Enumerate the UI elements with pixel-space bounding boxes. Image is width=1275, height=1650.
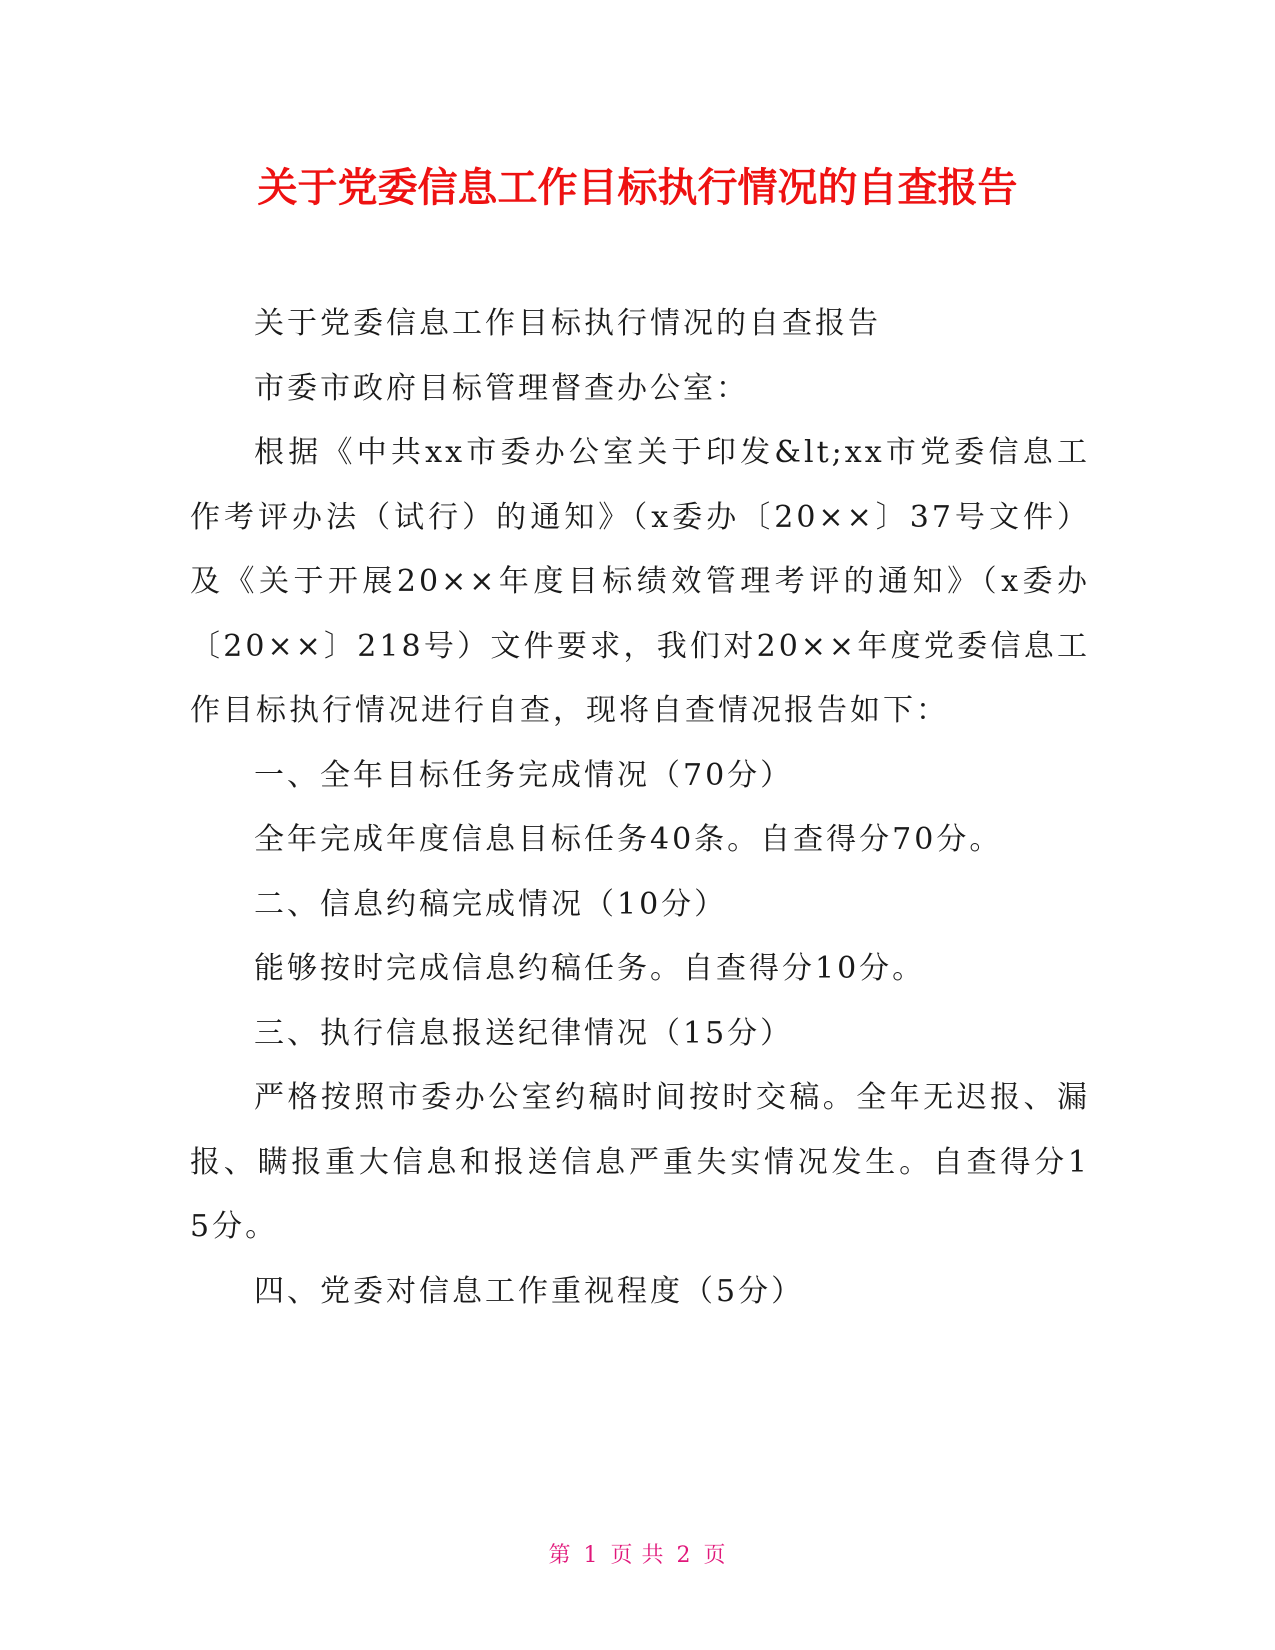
section-heading-3: 三、执行信息报送纪律情况（15分） xyxy=(254,1015,794,1051)
footer-pages-suffix: 页 xyxy=(703,1543,727,1568)
footer-total-pages: 2 xyxy=(676,1543,692,1568)
footer-page-label: 第 xyxy=(548,1543,572,1568)
footer-current-page: 1 xyxy=(583,1543,599,1568)
section-heading-2: 二、信息约稿完成情况（10分） xyxy=(254,886,728,922)
paragraph-intro: 根据《中共xx市委办公室关于印发&lt;xx市党委信息工作考评办法（试行）的通知》（x委办〔20××〕37号文件）及《关于开展20××年度目标绩效管理考评的通知》（x委办〔20××〕218号）文件要求，我们对20××年度党委信息工作目标执行情况进行自查，现将自查情况报告如下： xyxy=(190,435,1090,728)
section-heading-1: 一、全年目标任务完成情况（70分） xyxy=(254,757,794,793)
paragraph-heading: 关于党委信息工作目标执行情况的自查报告 xyxy=(254,306,881,341)
page-footer xyxy=(0,1540,1275,1572)
section-body-2: 能够按时完成信息约稿任务。自查得分10分。 xyxy=(254,951,926,986)
section-body-1: 全年完成年度信息目标任务40条。自查得分70分。 xyxy=(254,822,1003,857)
document-body xyxy=(190,292,1090,1324)
section-heading-4: 四、党委对信息工作重视程度（5分） xyxy=(254,1273,805,1309)
footer-of-label: 页 共 xyxy=(610,1543,665,1568)
section-body-3: 严格按照市委办公室约稿时间按时交稿。全年无迟报、漏报、瞒报重大信息和报送信息严重失实情况发生。自查得分15分。 xyxy=(190,1080,1090,1244)
document-title: 关于党委信息工作目标执行情况的自查报告 xyxy=(257,165,1018,211)
paragraph-addressee: 市委市政府目标管理督查办公室： xyxy=(254,370,749,406)
